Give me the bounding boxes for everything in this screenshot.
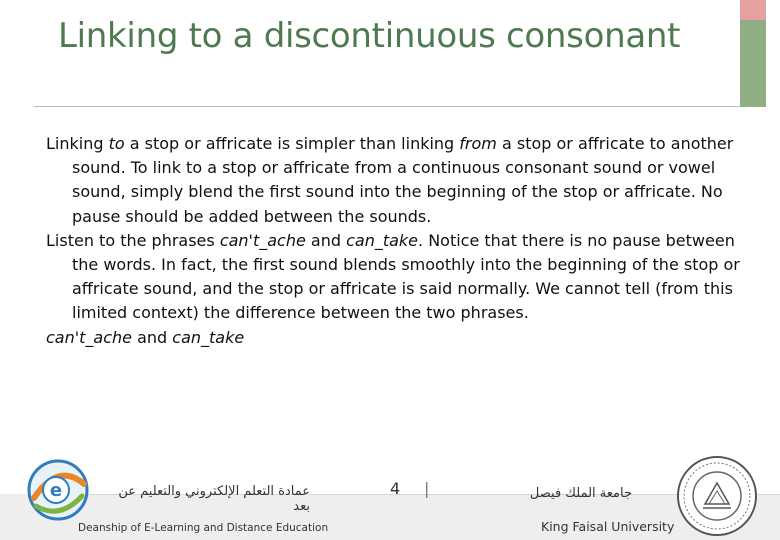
university-arabic-name: جامعة الملك فيصل: [529, 486, 632, 501]
university-seal-icon: [676, 455, 758, 537]
slide-title: Linking to a discontinuous consonant: [58, 16, 681, 56]
deanship-english-name: Deanship of E-Learning and Distance Education: [78, 522, 329, 534]
svg-text:e: e: [49, 480, 63, 501]
slide-body: [46, 132, 746, 350]
university-english-name: King Faisal University: [541, 519, 675, 534]
title-divider: [34, 106, 740, 107]
paragraph-2: Listen to the phrases can't_ache and can_take. Notice that there is no pause between the words. In fact, the first sound blends smoothly into the beginning of the stop or affricate sound, and the stop or affricate is said normally. We cannot tell (from this limited context) the difference between the two phrases.: [46, 230, 740, 323]
paragraph-1: Linking to a stop or affricate is simpler than linking from a stop or affricate to another sound. To link to a stop or affricate from a continuous consonant sound or vowel sound, simply blend the first sound into the beginning of the stop or affricate. No pause should be added between the sounds.: [46, 134, 734, 226]
accent-bar-top: [740, 0, 766, 20]
paragraph-3: can't_ache and can_take: [46, 327, 245, 347]
e-learning-logo-icon: [26, 458, 90, 522]
page-separator: |: [424, 479, 430, 498]
page-number: 4: [390, 479, 401, 498]
deanship-arabic-name: عمادة التعلم الإلكتروني والتعليم عن بعد: [118, 484, 310, 514]
